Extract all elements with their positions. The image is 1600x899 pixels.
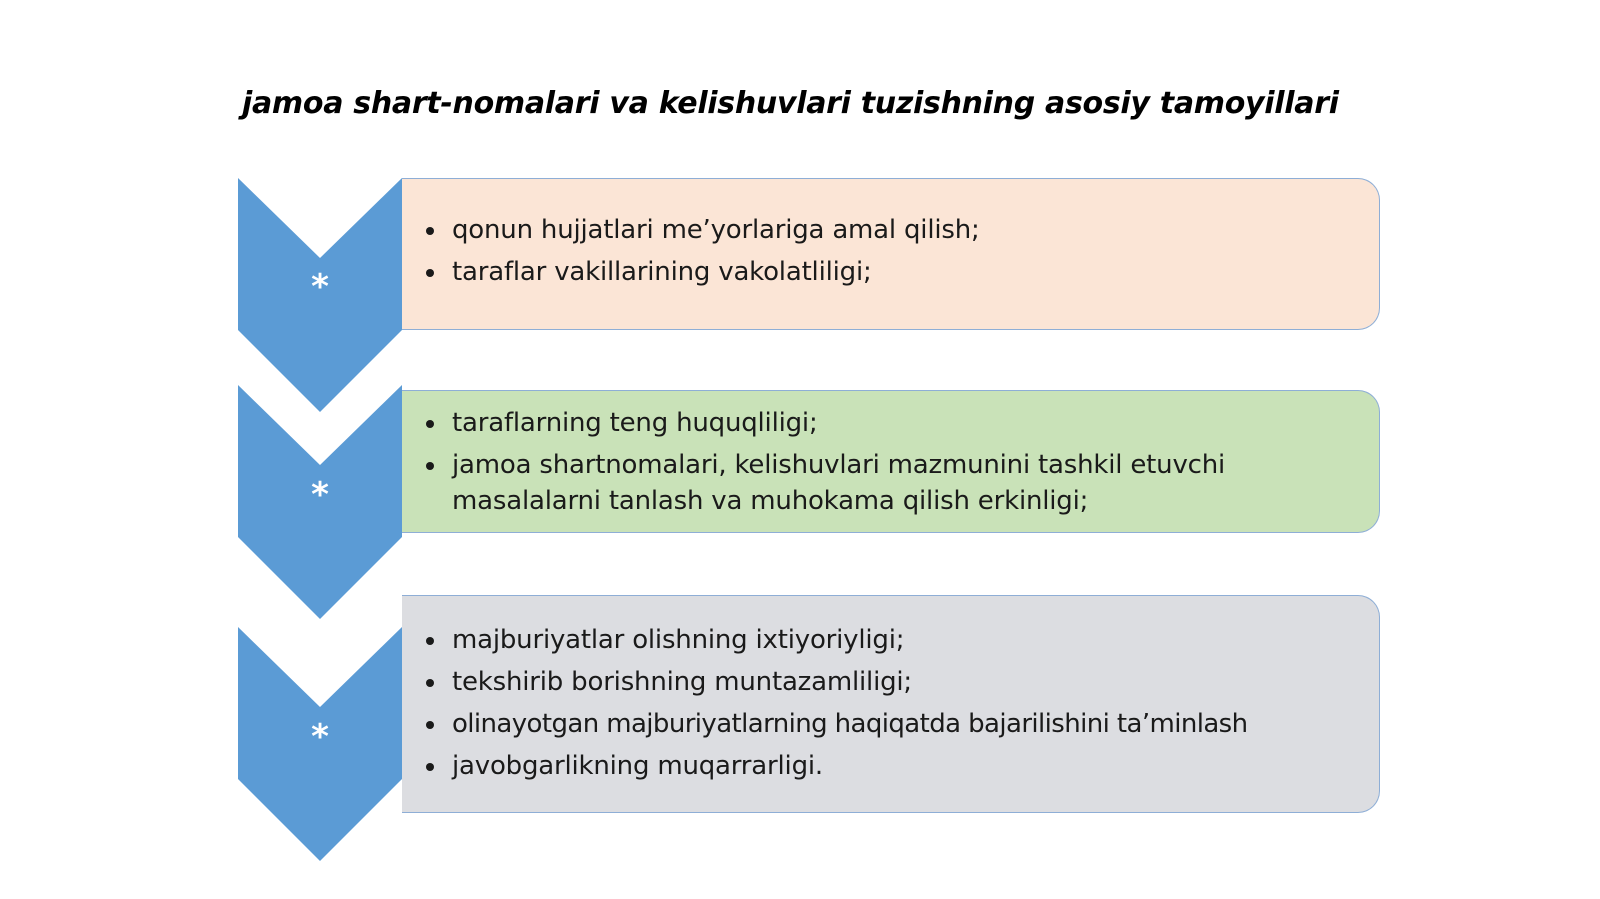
principles-box-1 xyxy=(402,178,1380,330)
page-title: jamoa shart-nomalari va kelishuvlari tuzishning asosiy tamoyillari xyxy=(242,86,1339,121)
bullet-item: jamoa shartnomalari, kelishuvlari mazmunini tashkil etuvchi masalalarni tanlash va muhokama qilish erkinligi; xyxy=(402,447,1379,519)
bullet-list-2 xyxy=(402,405,1379,519)
bullet-item: majburiyatlar olishning ixtiyoriyligi; xyxy=(402,622,1379,658)
bullet-item: javobgarlikning muqarrarligi. xyxy=(402,748,1379,784)
bullet-item: olinayotgan majburiyatlarning haqiqatda bajarilishini ta’minlash xyxy=(402,706,1379,742)
chevron-2-marker: * xyxy=(311,475,329,515)
chevron-1-marker: * xyxy=(311,267,329,307)
bullet-item: taraflar vakillarining vakolatliligi; xyxy=(402,254,1379,290)
bullet-item: qonun hujjatlari me’yorlariga amal qilish; xyxy=(402,212,1379,248)
bullet-item: tekshirib borishning muntazamliligi; xyxy=(402,664,1379,700)
chevron-3-marker: * xyxy=(311,717,329,757)
bullet-item: taraflarning teng huquqliligi; xyxy=(402,405,1379,441)
principles-box-2 xyxy=(402,390,1380,533)
principles-box-3 xyxy=(402,595,1380,813)
bullet-list-1 xyxy=(402,212,1379,290)
bullet-list-3 xyxy=(402,622,1379,784)
